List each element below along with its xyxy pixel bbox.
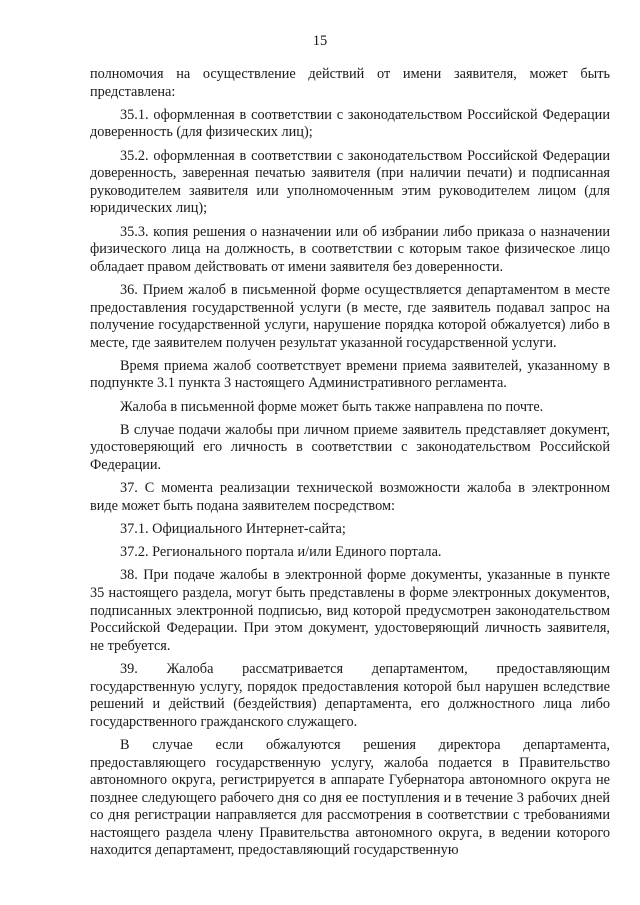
paragraph-35-1: 35.1. оформленная в соответствии с законодательством Российской Федерации доверенность (для физических лиц); xyxy=(90,106,610,141)
document-body xyxy=(90,66,610,866)
page-number: 15 xyxy=(312,33,328,49)
paragraph-36: 36. Прием жалоб в письменной форме осуществляется департаментом в месте предоставления государственной услуги (в месте, где заявитель подавал запрос на получение государственной услуги, нарушение порядка которой обжалуется) либо в месте, где заявителем получен результат указанной государственной услуги. xyxy=(90,281,610,351)
paragraph-35-3: 35.3. копия решения о назначении или об избрании либо приказа о назначении физического лица на должность, в соответствии с которым такое физическое лицо обладает правом действовать от имени заявителя без доверенности. xyxy=(90,223,610,275)
paragraph-38: 38. При подаче жалобы в электронной форме документы, указанные в пункте 35 настоящего раздела, могут быть представлены в форме электронных документов, подписанных электронной подписью, вид которой предусмотрен законодательством Российской Федерации. При этом документ, удостоверяющий личность заявителя, не требуется. xyxy=(90,567,610,654)
paragraph-37-2: 37.2. Регионального портала и/или Единого портала. xyxy=(120,544,442,561)
paragraph-intro: полномочия на осуществление действий от имени заявителя, может быть представлена: xyxy=(90,66,610,100)
paragraph-director-complaint: В случае если обжалуются решения директора департамента, предоставляющего государственную услугу, жалоба подается в Правительство автономного округа, регистрируется в аппарате Губернатора автономного округа не позднее следующего рабочего дня со дня ее поступления и в течение 3 рабочих дней со дня регистрации направляется для рассмотрения в соответствии с требованиями настоящего раздела члену Правительства автономного округа, в ведении которого находится департамент, предоставляющий государственную xyxy=(90,736,610,859)
paragraph-reception-time: Время приема жалоб соответствует времени приема заявителей, указанному в подпункте 3.1 пункта 3 настоящего Административного регламента. xyxy=(90,357,610,392)
paragraph-mail: Жалоба в письменной форме может быть также направлена по почте. xyxy=(120,398,544,415)
paragraph-35-2: 35.2. оформленная в соответствии с законодательством Российской Федерации доверенность, заверенная печатью заявителя (при наличии печати) и подписанная руководителем заявителя или уполномоченным этим руководителем лицом (для юридических лиц); xyxy=(90,147,610,217)
paragraph-personal-reception: В случае подачи жалобы при личном приеме заявитель представляет документ, удостоверяющий его личность в соответствии с законодательством Российской Федерации. xyxy=(90,421,610,474)
paragraph-37-1: 37.1. Официального Интернет-сайта; xyxy=(120,521,346,537)
paragraph-39: 39. Жалоба рассматривается департаментом, предоставляющим государственную услугу, порядок предоставления которой был нарушен вследствие решений и действий (бездействия) департамента, его должностного лица либо государственного гражданского служащего. xyxy=(90,660,610,730)
paragraph-37: 37. С момента реализации технической возможности жалоба в электронном виде может быть подана заявителем посредством: xyxy=(90,480,610,514)
